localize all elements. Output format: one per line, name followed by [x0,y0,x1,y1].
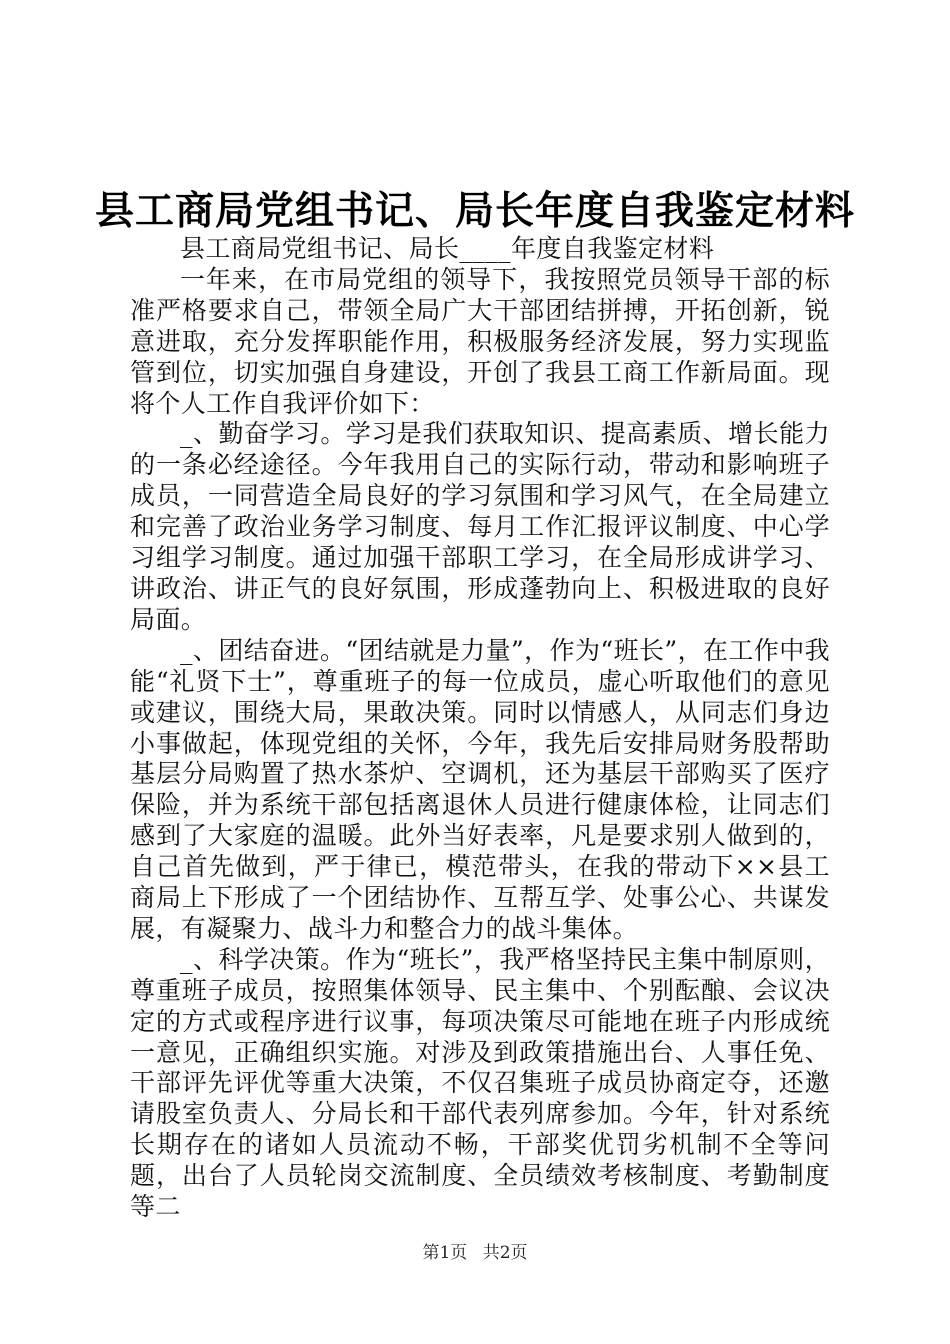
document-title: 县工商局党组书记、局长年度自我鉴定材料 [94,188,855,234]
subtitle-paragraph: 县工商局党组书记、局长____年度自我鉴定材料 [180,234,715,263]
page-number: 第1页 [422,1243,468,1263]
page-footer [0,1242,950,1264]
decision-paragraph: _、科学决策。作为“班长”，我严格坚持民主集中制原则，尊重班子成员，按照集体领导、民主集中、个别酝酿、会议决定的方式或程序进行议事，每项决策尽可能地在班子内形成统一意见，正确组织实施。对涉及到政策措施出台、人事任免、干部评先评优等重大决策，不仅召集班子成员协商定夺，还邀请股室负责人、分局长和干部代表列席参加。今年，针对系统长期存在的诸如人员流动不畅，干部奖优罚劣机制不全等问题，出台了人员轮岗交流制度、全员绩效考核制度、考勤制度等二 [130,944,830,1222]
study-paragraph: _、勤奋学习。学习是我们获取知识、提高素质、增长能力的一条必经途径。今年我用自己的实际行动，带动和影响班子成员，一同营造全局良好的学习氛围和学习风气，在全局建立和完善了政治业务学习制度、每月工作汇报评议制度、中心学习组学习制度。通过加强干部职工学习，在全局形成讲学习、讲政治、讲正气的良好氛围，形成蓬勃向上、积极进取的良好局面。 [130,419,830,634]
intro-paragraph: 一年来，在市局党组的领导下，我按照党员领导干部的标准严格要求自己，带领全局广大干部团结拼搏，开拓创新，锐意进取，充分发挥职能作用，积极服务经济发展，努力实现监管到位，切实加强自身建设，开创了我县工商工作新局面。现将个人工作自我评价如下： [130,264,830,418]
page-total: 共2页 [482,1243,528,1263]
document-body [130,234,830,1223]
unity-paragraph: _、团结奋进。“团结就是力量”，作为“班长”，在工作中我能“礼贤下士”，尊重班子的每一位成员，虚心听取他们的意见或建议，围绕大局，果敢决策。同时以情感人，从同志们身边小事做起，体现党组的关怀，今年，我先后安排局财务股帮助基层分局购置了热水茶炉、空调机，还为基层干部购买了医疗保险，并为系统干部包括离退休人员进行健康体检，让同志们感到了大家庭的温暖。此外当好表率，凡是要求别人做到的，自己首先做到，严于律已，模范带头，在我的带动下××县工商局上下形成了一个团结协作、互帮互学、处事公心、共谋发展，有凝聚力、战斗力和整合力的战斗集体。 [130,635,830,943]
